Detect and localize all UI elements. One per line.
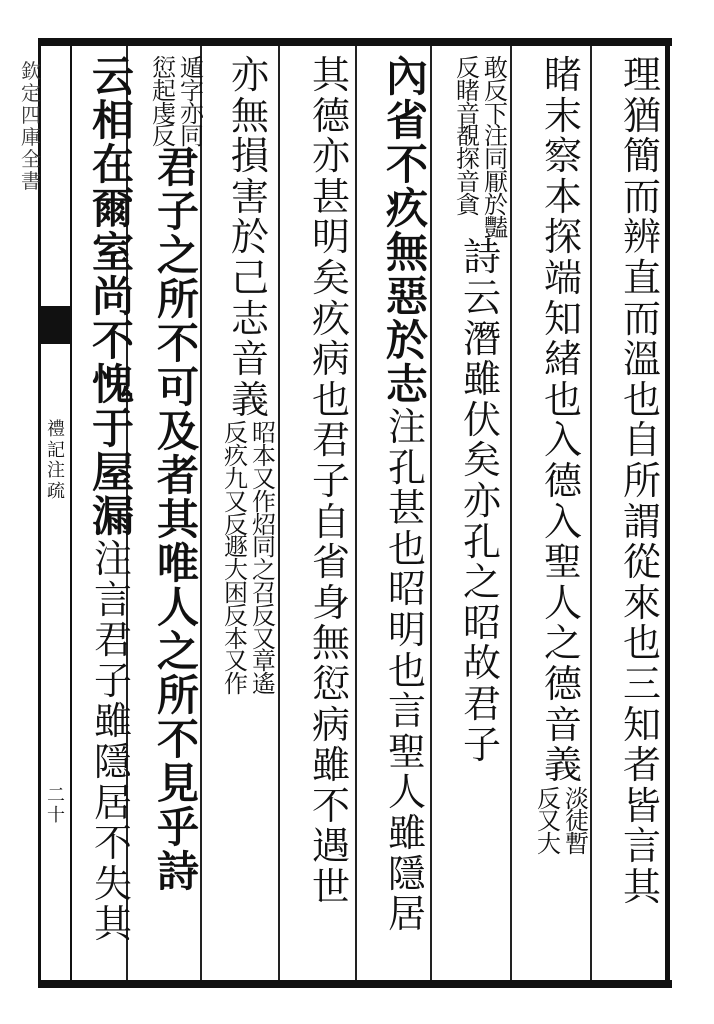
note-glyph: 注 (484, 122, 508, 151)
text-glyph: 來 (622, 580, 661, 625)
margin-rule (70, 38, 72, 988)
text-glyph: 伏 (462, 397, 501, 442)
text-glyph: 音 (230, 337, 269, 382)
text-glyph: 隱 (387, 851, 426, 896)
text-glyph: 孔 (387, 445, 426, 490)
text-glyph: 亦 (311, 134, 350, 179)
note-glyph: 覩 (456, 122, 480, 151)
text-glyph: 潛 (462, 316, 501, 361)
note-glyph: 又 (224, 647, 248, 676)
text-glyph: 世 (311, 864, 350, 909)
commentary-segment (311, 53, 350, 909)
text-glyph: 亦 (230, 53, 269, 97)
page-number: 二 十 (47, 785, 65, 826)
commentary-segment (93, 537, 132, 947)
text-glyph: 省 (311, 540, 350, 585)
text-glyph: 不 (93, 821, 132, 866)
commentary-line (456, 56, 480, 238)
text-glyph: 乎 (156, 803, 199, 853)
text-glyph: 察 (543, 134, 582, 179)
text-glyph: 君 (93, 618, 132, 663)
text-glyph: 所 (156, 275, 199, 325)
text-glyph: 入 (543, 499, 582, 544)
text-glyph: 漏 (91, 492, 134, 541)
text-glyph: 緒 (543, 337, 582, 382)
note-glyph: 睹 (456, 76, 480, 105)
note-glyph: 遙 (252, 670, 276, 699)
note-glyph: 反 (224, 419, 248, 448)
note-glyph: 反 (152, 122, 176, 151)
commentary-segment (622, 53, 661, 909)
text-glyph: 從 (622, 540, 661, 585)
commentary-segment (543, 53, 582, 788)
text-glyph: 無 (385, 228, 428, 277)
classic-text-segment (156, 143, 199, 897)
text-column (303, 53, 359, 909)
text-glyph: 溫 (622, 337, 661, 382)
text-glyph: 探 (543, 215, 582, 260)
note-glyph: 反 (224, 601, 248, 630)
text-glyph: 簡 (622, 134, 661, 179)
commentary-note (456, 54, 508, 242)
text-glyph: 所 (622, 458, 661, 503)
text-glyph: 君 (462, 681, 501, 726)
text-glyph: 明 (311, 215, 350, 260)
classic-text-segment (385, 52, 428, 409)
text-glyph: 不 (311, 783, 350, 828)
text-glyph: 者 (156, 451, 199, 501)
text-glyph: 疚 (385, 184, 428, 233)
text-glyph: 屋 (91, 448, 134, 497)
note-glyph: 困 (224, 578, 248, 607)
text-glyph: 猶 (622, 93, 661, 138)
classic-text-segment (91, 52, 134, 541)
text-glyph: 自 (622, 418, 661, 463)
text-glyph: 孔 (462, 519, 501, 564)
text-glyph: 室 (91, 228, 134, 277)
text-glyph: 故 (462, 641, 501, 686)
text-glyph: 之 (462, 560, 501, 605)
text-glyph: 人 (387, 770, 426, 815)
text-glyph: 直 (622, 255, 661, 300)
note-glyph: 本 (252, 442, 276, 471)
text-glyph: 音 (543, 702, 582, 747)
note-glyph: 字 (180, 76, 204, 105)
note-glyph: 反 (484, 76, 508, 105)
text-glyph: 之 (156, 627, 199, 677)
commentary-note (224, 419, 276, 699)
note-glyph: 厭 (484, 167, 508, 196)
text-glyph: 甚 (311, 174, 350, 219)
text-glyph: 德 (311, 93, 350, 138)
text-glyph: 子 (462, 722, 501, 767)
note-glyph: 探 (456, 145, 480, 174)
note-glyph: 亦 (180, 99, 204, 128)
text-glyph: 其 (93, 902, 132, 947)
commentary-line (537, 784, 561, 859)
text-glyph: 不 (156, 715, 199, 765)
text-glyph: 義 (230, 377, 269, 422)
note-glyph: 貪 (456, 190, 480, 219)
text-glyph: 子 (93, 658, 132, 703)
text-glyph: 害 (230, 174, 269, 219)
text-glyph: 皆 (622, 783, 661, 828)
text-glyph: 惡 (385, 272, 428, 321)
text-glyph: 人 (543, 580, 582, 625)
text-column (614, 53, 670, 909)
text-column (85, 52, 141, 947)
text-glyph: 不 (91, 316, 134, 365)
text-glyph: 疚 (311, 296, 350, 341)
commentary-line (180, 54, 204, 151)
text-glyph: 其 (156, 495, 199, 545)
commentary-note (537, 784, 589, 859)
text-glyph: 亦 (462, 478, 501, 523)
text-glyph: 辨 (622, 215, 661, 260)
text-glyph: 己 (230, 255, 269, 300)
text-glyph: 可 (156, 363, 199, 413)
text-glyph: 德 (543, 661, 582, 706)
text-glyph: 雖 (311, 743, 350, 788)
note-glyph: 反 (224, 510, 248, 539)
frame-top-border (38, 38, 672, 46)
note-glyph: 又 (252, 464, 276, 493)
frame-bottom-border (38, 980, 672, 988)
column-rule (510, 46, 512, 980)
text-glyph: 知 (543, 296, 582, 341)
text-glyph: 志 (230, 296, 269, 341)
text-glyph: 損 (230, 134, 269, 179)
text-glyph: 也 (622, 621, 661, 666)
commentary-line (565, 784, 589, 859)
note-glyph: 作 (252, 487, 276, 516)
text-glyph: 入 (543, 418, 582, 463)
note-glyph: 九 (224, 464, 248, 493)
text-glyph: 本 (543, 174, 582, 219)
text-glyph: 注 (93, 537, 132, 581)
text-glyph: 言 (622, 824, 661, 869)
text-glyph: 明 (387, 607, 426, 652)
commentary-line (224, 419, 248, 699)
text-glyph: 於 (230, 215, 269, 260)
note-glyph: 同 (252, 533, 276, 562)
text-column (222, 53, 278, 699)
fish-tail-mark (38, 306, 72, 344)
text-glyph: 無 (230, 93, 269, 138)
text-glyph: 居 (387, 892, 426, 937)
book-title: 禮 記 注 疏 (47, 419, 65, 503)
text-glyph: 而 (622, 296, 661, 341)
text-glyph: 聖 (387, 729, 426, 774)
text-glyph: 其 (311, 53, 350, 97)
text-glyph: 矣 (462, 438, 501, 483)
spine-title: 欽 定 四 庫 全 書 (21, 59, 41, 193)
text-glyph: 之 (543, 621, 582, 666)
text-glyph: 雖 (93, 699, 132, 744)
text-glyph: 病 (311, 337, 350, 382)
note-glyph: 同 (180, 122, 204, 151)
note-glyph: 疚 (224, 442, 248, 471)
note-glyph: 本 (224, 624, 248, 653)
note-glyph: 反 (537, 784, 561, 813)
text-glyph: 德 (543, 458, 582, 503)
text-glyph: 云 (91, 52, 134, 101)
text-glyph: 于 (91, 404, 134, 453)
text-glyph: 端 (543, 255, 582, 300)
text-glyph: 自 (311, 499, 350, 544)
text-glyph: 不 (156, 319, 199, 369)
text-glyph: 子 (156, 187, 199, 237)
text-glyph: 身 (311, 580, 350, 625)
note-glyph: 章 (252, 647, 276, 676)
note-glyph: 又 (537, 807, 561, 836)
text-glyph: 甚 (387, 486, 426, 531)
text-glyph: 人 (156, 583, 199, 633)
text-column (535, 53, 591, 859)
text-glyph: 也 (311, 377, 350, 422)
text-glyph: 遇 (311, 824, 350, 869)
text-glyph: 其 (622, 864, 661, 909)
text-glyph: 也 (543, 377, 582, 422)
text-glyph: 知 (622, 702, 661, 747)
note-glyph: 虔 (152, 99, 176, 128)
text-glyph: 見 (156, 759, 199, 809)
text-glyph: 昭 (387, 567, 426, 612)
commentary-line (484, 54, 508, 242)
text-glyph: 理 (622, 53, 661, 97)
note-glyph: 敢 (484, 54, 508, 82)
note-glyph: 作 (224, 670, 248, 699)
text-glyph: 子 (311, 458, 350, 503)
note-glyph: 於 (484, 190, 508, 219)
text-glyph: 在 (91, 140, 134, 189)
text-glyph: 君 (311, 418, 350, 463)
text-glyph: 雖 (387, 810, 426, 855)
note-glyph: 音 (456, 167, 480, 196)
note-glyph: 愆 (152, 54, 176, 82)
text-glyph: 居 (93, 780, 132, 825)
commentary-line (252, 419, 276, 699)
text-glyph: 雖 (462, 357, 501, 402)
note-glyph: 淡 (565, 784, 589, 813)
text-glyph: 愧 (91, 360, 134, 409)
text-glyph: 唯 (156, 539, 199, 589)
text-column (150, 56, 206, 895)
text-glyph: 者 (622, 743, 661, 788)
note-glyph: 又 (224, 487, 248, 516)
column-rule (278, 46, 280, 980)
text-glyph: 也 (387, 526, 426, 571)
text-glyph: 之 (156, 231, 199, 281)
note-glyph: 同 (484, 145, 508, 174)
commentary-segment (230, 53, 269, 422)
text-glyph: 病 (311, 702, 350, 747)
commentary-line (152, 54, 176, 151)
text-glyph: 君 (156, 143, 199, 193)
commentary-segment (387, 405, 426, 937)
note-glyph: 徒 (565, 807, 589, 836)
note-glyph: 昭 (252, 419, 276, 448)
note-glyph: 反 (252, 601, 276, 630)
text-glyph: 而 (622, 174, 661, 219)
commentary-note (152, 54, 204, 151)
text-glyph: 末 (543, 93, 582, 138)
text-glyph: 失 (93, 861, 132, 906)
text-glyph: 也 (387, 648, 426, 693)
text-glyph: 言 (387, 689, 426, 734)
note-glyph: 下 (484, 99, 508, 128)
text-glyph: 詩 (462, 235, 501, 280)
note-glyph: 遁 (180, 54, 204, 82)
text-glyph: 愆 (311, 661, 350, 706)
text-glyph: 注 (387, 405, 426, 449)
note-glyph: 起 (152, 76, 176, 105)
text-glyph: 無 (311, 621, 350, 666)
text-glyph: 隱 (93, 739, 132, 784)
text-glyph: 云 (462, 275, 501, 320)
note-glyph: 炤 (252, 510, 276, 539)
text-glyph: 相 (91, 96, 134, 145)
note-glyph: 又 (252, 624, 276, 653)
note-glyph: 遯 (224, 533, 248, 562)
note-glyph: 暫 (565, 830, 589, 859)
text-glyph: 三 (622, 661, 661, 706)
text-glyph: 昭 (462, 600, 501, 645)
note-glyph: 大 (224, 556, 248, 585)
text-glyph: 內 (385, 52, 428, 101)
text-glyph: 也 (622, 377, 661, 422)
text-glyph: 尚 (91, 272, 134, 321)
commentary-segment (462, 235, 501, 767)
text-glyph: 省 (385, 96, 428, 145)
note-glyph: 反 (456, 54, 480, 82)
text-column (454, 56, 510, 766)
text-glyph: 所 (156, 671, 199, 721)
text-glyph: 及 (156, 407, 199, 457)
note-glyph: 大 (537, 830, 561, 859)
text-glyph: 聖 (543, 540, 582, 585)
text-glyph: 言 (93, 577, 132, 622)
text-glyph: 於 (385, 316, 428, 365)
text-glyph: 義 (543, 743, 582, 788)
text-glyph: 矣 (311, 255, 350, 300)
text-glyph: 謂 (622, 499, 661, 544)
text-glyph: 詩 (156, 847, 199, 897)
note-glyph: 召 (252, 578, 276, 607)
note-glyph: 豔 (484, 213, 508, 242)
note-glyph: 音 (456, 99, 480, 128)
text-glyph: 睹 (543, 53, 582, 97)
text-glyph: 志 (385, 360, 428, 409)
text-glyph: 爾 (91, 184, 134, 233)
note-glyph: 之 (252, 556, 276, 585)
text-column (379, 52, 435, 937)
text-glyph: 不 (385, 140, 428, 189)
